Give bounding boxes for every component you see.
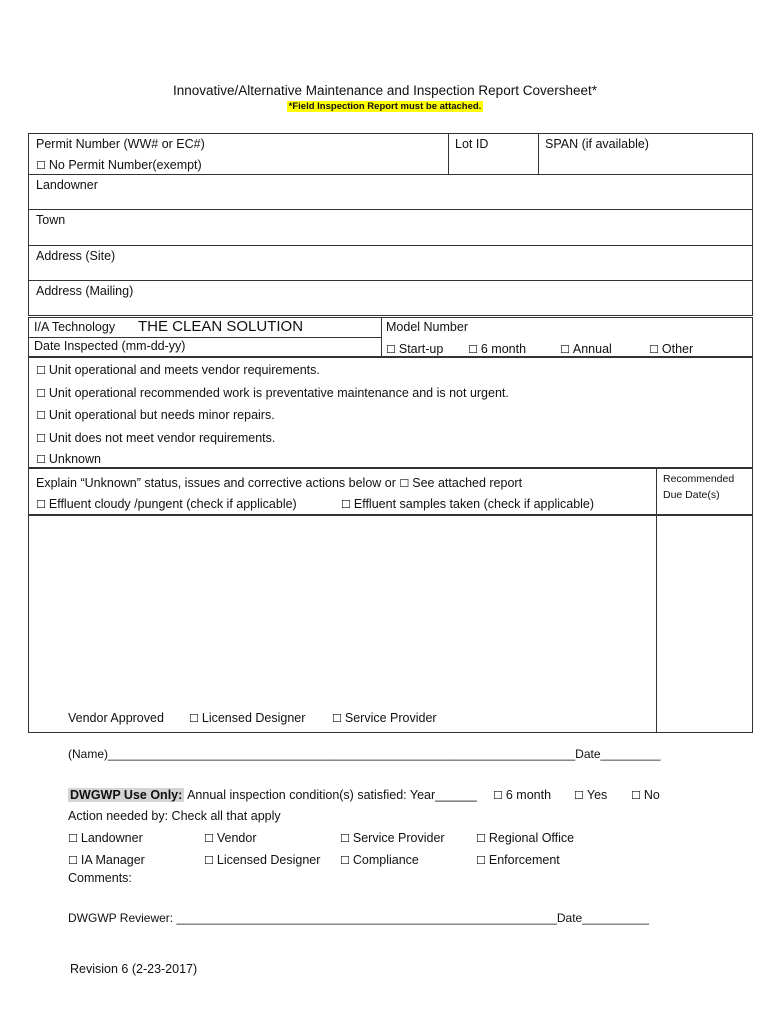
no-option[interactable] <box>631 788 660 802</box>
checkbox-icon[interactable]: ☐ <box>68 832 78 845</box>
checkbox-icon[interactable]: ☐ <box>204 854 214 867</box>
ia-technology-label: I/A Technology <box>34 320 116 334</box>
action-vendor[interactable] <box>204 831 257 845</box>
landowner-label: Landowner <box>36 178 98 192</box>
dwgwp-use-only-label: DWGWP Use Only: <box>70 788 183 802</box>
divider <box>28 209 753 210</box>
status-label: Unit operational and meets vendor requirements. <box>48 363 320 377</box>
checkbox-icon[interactable]: ☐ <box>649 343 659 356</box>
due-dates-label: Due Date(s) <box>663 489 720 501</box>
frequency-startup[interactable] <box>386 342 443 356</box>
action-label: Service Provider <box>352 831 445 845</box>
effluent-samples-label: Effluent samples taken (check if applicable) <box>353 497 595 511</box>
divider <box>28 174 753 175</box>
action-label: Licensed Designer <box>216 853 321 867</box>
status-option-meets[interactable] <box>36 363 320 377</box>
service-provider-option[interactable] <box>332 711 437 725</box>
notes-area[interactable] <box>28 515 753 733</box>
permit-number-label: Permit Number (WW# or EC#) <box>36 137 205 151</box>
checkbox-icon[interactable]: ☐ <box>68 854 78 867</box>
attachment-note-text: *Field Inspection Report must be attached. <box>288 101 482 112</box>
divider <box>538 133 539 174</box>
checkbox-icon[interactable]: ☐ <box>36 453 46 466</box>
see-attached-label: See attached report <box>412 476 523 490</box>
licensed-designer-label: Licensed Designer <box>201 711 306 725</box>
checkbox-icon[interactable]: ☐ <box>341 498 351 511</box>
checkbox-icon[interactable]: ☐ <box>189 712 199 725</box>
revision-label: Revision 6 (2-23-2017) <box>70 962 198 976</box>
frequency-other[interactable] <box>649 342 693 356</box>
checkbox-icon[interactable]: ☐ <box>36 498 46 511</box>
checkbox-icon[interactable]: ☐ <box>36 387 46 400</box>
yes-label: Yes <box>586 788 608 802</box>
lot-id-label: Lot ID <box>455 137 489 151</box>
six-month-label: 6 month <box>505 788 552 802</box>
attachment-note <box>0 101 770 112</box>
action-compliance[interactable] <box>340 853 419 867</box>
effluent-cloudy-option[interactable] <box>36 497 297 511</box>
checkbox-icon[interactable]: ☐ <box>574 789 584 802</box>
vendor-approved-label: Vendor Approved <box>68 711 164 725</box>
action-ia-manager[interactable] <box>68 853 145 867</box>
checkbox-icon[interactable]: ☐ <box>631 789 641 802</box>
frequency-6-month[interactable] <box>468 342 526 356</box>
six-month-option[interactable] <box>493 788 551 802</box>
checkbox-icon[interactable]: ☐ <box>204 832 214 845</box>
yes-option[interactable] <box>574 788 607 802</box>
effluent-cloudy-label: Effluent cloudy /pungent (check if applicable) <box>48 497 297 511</box>
service-provider-label: Service Provider <box>344 711 437 725</box>
dwgwp-annual-row <box>68 788 477 802</box>
status-label: Unknown <box>48 452 101 466</box>
ia-technology-value[interactable]: THE CLEAN SOLUTION <box>138 318 304 335</box>
no-permit-option[interactable] <box>36 158 202 172</box>
checkbox-icon[interactable]: ☐ <box>493 789 503 802</box>
action-label: IA Manager <box>80 853 145 867</box>
action-regional-office[interactable] <box>476 831 574 845</box>
checkbox-icon[interactable]: ☐ <box>36 409 46 422</box>
no-permit-label: No Permit Number(exempt) <box>48 158 202 172</box>
frequency-label: 6 month <box>480 342 527 356</box>
status-label: Unit operational recommended work is preventative maintenance and is not urgent. <box>48 386 509 400</box>
checkbox-icon[interactable]: ☐ <box>36 364 46 377</box>
address-site-label: Address (Site) <box>36 249 116 263</box>
checkbox-icon[interactable]: ☐ <box>340 854 350 867</box>
status-label: Unit does not meet vendor requirements. <box>48 431 276 445</box>
action-label: Vendor <box>216 831 257 845</box>
explain-label: Explain “Unknown” status, issues and corrective actions below or <box>36 476 396 490</box>
address-mailing-label: Address (Mailing) <box>36 284 134 298</box>
status-option-preventative[interactable] <box>36 386 509 400</box>
action-label: Enforcement <box>488 853 560 867</box>
divider <box>381 317 382 357</box>
checkbox-icon[interactable]: ☐ <box>36 432 46 445</box>
licensed-designer-option[interactable] <box>189 711 305 725</box>
checkbox-icon[interactable]: ☐ <box>36 159 46 172</box>
action-service-provider[interactable] <box>340 831 445 845</box>
status-option-unknown[interactable] <box>36 452 101 466</box>
town-label: Town <box>36 213 66 227</box>
action-licensed-designer[interactable] <box>204 853 320 867</box>
frequency-annual[interactable] <box>560 342 612 356</box>
divider <box>28 245 753 246</box>
divider <box>448 133 449 174</box>
checkbox-icon[interactable]: ☐ <box>340 832 350 845</box>
checkbox-icon[interactable]: ☐ <box>468 343 478 356</box>
action-label: Regional Office <box>488 831 575 845</box>
comments-label: Comments: <box>68 871 132 885</box>
divider <box>28 280 753 281</box>
action-landowner[interactable] <box>68 831 143 845</box>
date-inspected-label: Date Inspected (mm-dd-yy) <box>34 339 186 353</box>
explain-text <box>36 476 522 490</box>
checkbox-icon[interactable]: ☐ <box>386 343 396 356</box>
status-label: Unit operational but needs minor repairs. <box>48 408 275 422</box>
checkbox-icon[interactable]: ☐ <box>476 854 486 867</box>
name-date-line[interactable]: (Name)______________________________________________________________________Date_________ <box>68 747 661 761</box>
checkbox-icon[interactable]: ☐ <box>399 477 410 490</box>
frequency-label: Start-up <box>398 342 444 356</box>
page-title: Innovative/Alternative Maintenance and Inspection Report Coversheet* <box>172 83 597 98</box>
status-option-not-meet[interactable] <box>36 431 275 445</box>
status-option-minor-repairs[interactable] <box>36 408 275 422</box>
checkbox-icon[interactable]: ☐ <box>476 832 486 845</box>
model-number-label: Model Number <box>386 320 468 334</box>
checkbox-icon[interactable]: ☐ <box>560 343 570 356</box>
frequency-label: Other <box>661 342 694 356</box>
action-label: Compliance <box>352 853 419 867</box>
annual-inspection-label[interactable]: Annual inspection condition(s) satisfied: Year______ <box>187 788 477 802</box>
span-label: SPAN (if available) <box>545 137 649 151</box>
divider <box>28 337 381 338</box>
reviewer-date-line[interactable]: DWGWP Reviewer: _________________________________________________________Date__________ <box>68 911 649 925</box>
action-needed-label: Action needed by: Check all that apply <box>68 809 281 823</box>
checkbox-icon[interactable]: ☐ <box>332 712 342 725</box>
action-enforcement[interactable] <box>476 853 560 867</box>
effluent-samples-option[interactable] <box>341 497 594 511</box>
frequency-label: Annual <box>572 342 612 356</box>
action-label: Landowner <box>80 831 143 845</box>
no-label: No <box>643 788 660 802</box>
recommended-label: Recommended <box>663 473 735 485</box>
